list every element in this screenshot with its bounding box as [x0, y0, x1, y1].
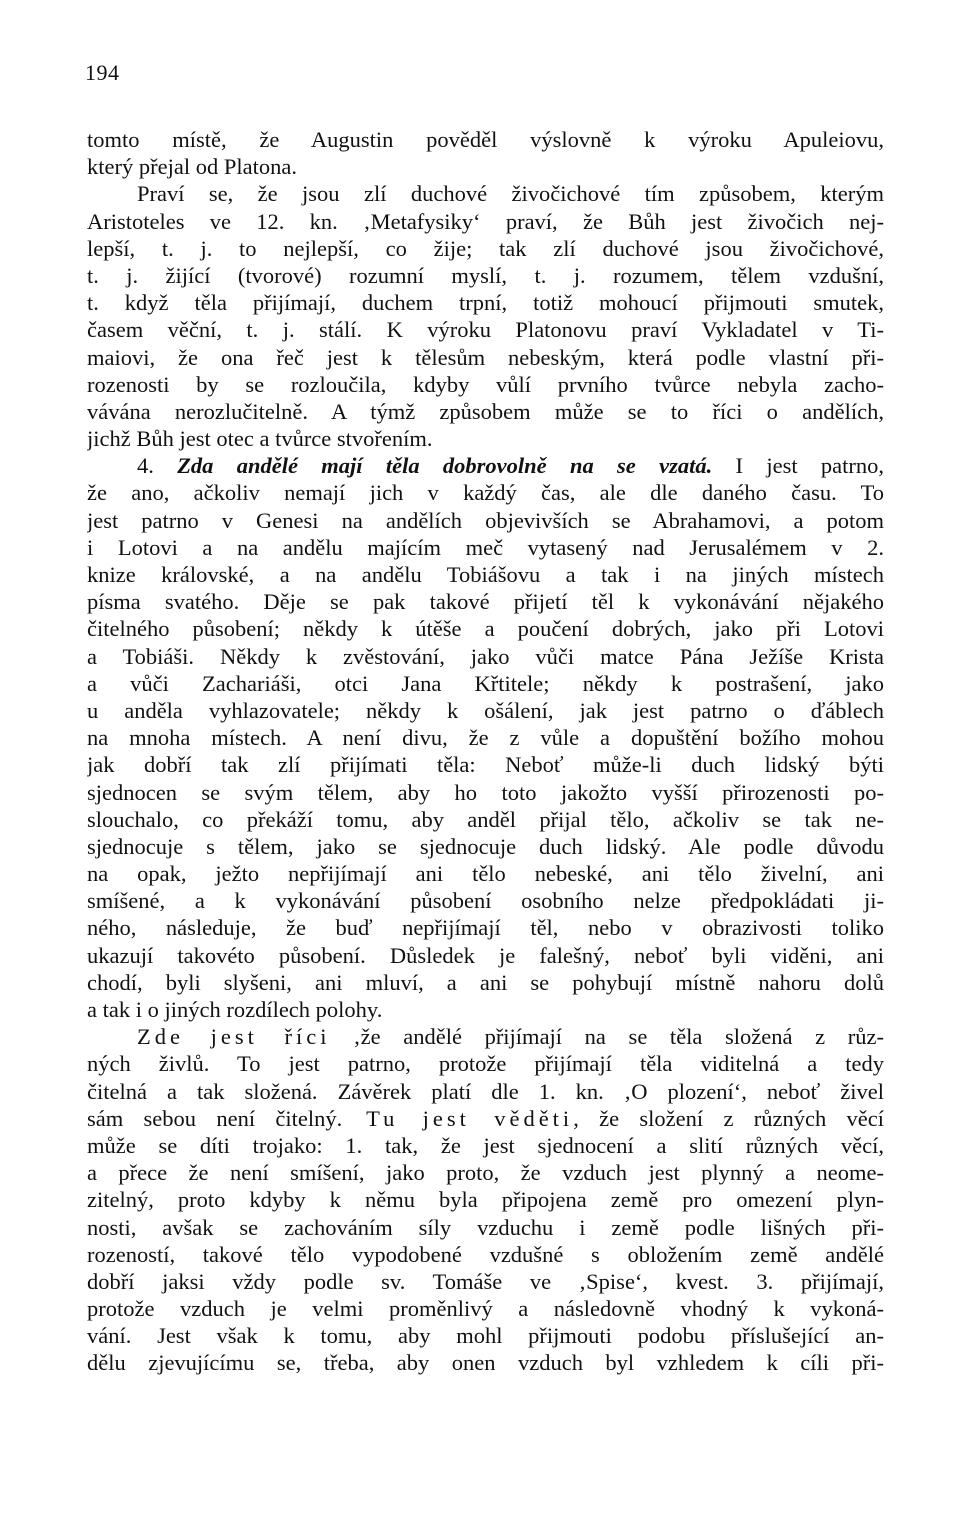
- line-text: smíšené, a k vykonávání působení osobního nelze předpokládati ji-: [87, 888, 884, 914]
- line-text: sám sebou není čitelný.: [87, 1105, 343, 1131]
- text-line: [87, 1322, 884, 1349]
- text-line: [87, 860, 884, 887]
- text-line: [87, 697, 884, 724]
- body-text: [87, 126, 884, 1377]
- line-text: a vůči Zachariáši, otci Jana Křtitele; někdy k postrašení, jako: [87, 670, 884, 696]
- line-text: a Tobiáši. Někdy k zvěstování, jako vůči matce Pána Ježíše Krista: [87, 643, 884, 669]
- text-line: [87, 806, 884, 833]
- text-line: [87, 833, 884, 860]
- text-line: [87, 996, 884, 1023]
- line-text: ‚že andělé přijímají na se těla složená z růz-: [330, 1024, 884, 1050]
- text-line: [87, 1268, 884, 1295]
- text-line: [87, 126, 884, 153]
- line-text: a přece že není smíšení, jako proto, že vzduch jest plynný a neome-: [87, 1160, 884, 1186]
- line-text: vávána nerozlučitelně. A týmž způsobem může se to říci o andělích,: [87, 398, 884, 424]
- line-text: časem věční, t. j. stálí. K výroku Platonovu praví Vykladatel v Ti-: [87, 317, 884, 343]
- text-line: [87, 724, 884, 751]
- text-line: [87, 371, 884, 398]
- text-line: [87, 1186, 884, 1213]
- text-line: [87, 153, 884, 180]
- section-number: 4.: [137, 453, 178, 479]
- text-line: [87, 1105, 884, 1132]
- line-text: jichž Bůh jest otec a tvůrce stvořením.: [87, 426, 433, 452]
- text-line: [87, 751, 884, 778]
- line-text: rozeností, takové tělo vypodobené vzdušné s obložením země andělé: [87, 1241, 884, 1267]
- line-text: maiovi, že ona řeč jest k tělesům nebeským, která podle vlastní při-: [87, 344, 884, 370]
- text-line: [87, 479, 884, 506]
- page-number: 194: [85, 60, 120, 85]
- line-text: slouchalo, co překáží tomu, aby anděl přijal tělo, ačkoliv se tak ne-: [87, 806, 884, 832]
- text-line: [87, 779, 884, 806]
- line-text: sjednocen se svým tělem, aby ho toto jakožto vyšší přirozenosti po-: [87, 779, 884, 805]
- text-line: [87, 507, 884, 534]
- spaced-emphasis: Zde jest říci: [137, 1024, 331, 1050]
- text-line: [87, 1241, 884, 1268]
- text-line: [87, 289, 884, 316]
- text-line: [87, 180, 884, 207]
- line-text: jak dobří tak zlí přijímati těla: Neboť může-li duch lidský býti: [87, 752, 884, 778]
- text-line: [87, 969, 884, 996]
- line-text: tomto místě, že Augustin pověděl výslovně k výroku Apuleiovu,: [87, 127, 884, 152]
- text-line: [87, 643, 884, 670]
- line-text: i Lotovi a na andělu majícím meč vytasený nad Jerusalémem v 2.: [87, 534, 884, 560]
- line-text: ného, následuje, že buď nepřijímají těl, nebo v obrazivosti toliko: [87, 915, 884, 941]
- line-text: na opak, ježto nepřijímají ani tělo nebeské, ani tělo živelní, ani: [87, 861, 884, 887]
- text-line: [87, 588, 884, 615]
- text-line: [87, 1349, 884, 1376]
- text-line: [87, 262, 884, 289]
- line-text: a tak i o jiných rozdílech polohy.: [87, 997, 383, 1022]
- text-line: [87, 942, 884, 969]
- line-text: chodí, byli slyšeni, ani mluví, a ani se pohybují místně nahoru dolů: [87, 969, 884, 995]
- line-text: t. když těla přijímají, duchem trpní, totiž mohoucí přijmouti smutek,: [87, 290, 884, 316]
- line-text: nosti, avšak se zachováním síly vzduchu i země podle lišných při-: [87, 1214, 884, 1240]
- text-line: [87, 344, 884, 371]
- line-text: Aristoteles ve 12. kn. ‚Metafysiky‘ praví, že Bůh jest živočich nej-: [87, 208, 884, 234]
- text-line: [87, 1023, 884, 1050]
- line-text: protože vzduch je velmi proměnlivý a následovně vhodný k vykoná-: [87, 1296, 884, 1322]
- text-line: [87, 1214, 884, 1241]
- line-text: že ano, ačkoliv nemají jich v každý čas, ale dle daného času. To: [87, 480, 884, 506]
- line-text: jest patrno v Genesi na andělích objevivších se Abrahamovi, a potom: [87, 507, 884, 533]
- line-text: , že složení z různých věcí: [573, 1105, 884, 1131]
- line-text: knize královské, a na andělu Tobiášovu a tak i na jiných místech: [87, 562, 884, 587]
- line-text: ukazují takovéto působení. Důsledek je falešný, neboť byli viděni, ani: [87, 942, 884, 968]
- text-line: [87, 1159, 884, 1186]
- line-text: ných živlů. To jest patrno, protože přijímají těla viditelná a tedy: [87, 1051, 884, 1077]
- line-text: na mnoha místech. A není divu, že z vůle a dopuštění božího mohou: [87, 725, 884, 751]
- text-line: [87, 1295, 884, 1322]
- line-text: sjednocuje s tělem, jako se sjednocuje duch lidský. Ale podle důvodu: [87, 833, 884, 859]
- text-line: [87, 235, 884, 262]
- text-line: [87, 1050, 884, 1077]
- line-text: zitelný, proto kdyby k němu byla připojena země pro omezení plyn-: [87, 1187, 884, 1213]
- text-line: [87, 398, 884, 425]
- line-text: dobří jaksi vždy podle sv. Tomáše ve ‚Spise‘, kvest. 3. přijímají,: [87, 1268, 884, 1294]
- text-line: [87, 316, 884, 343]
- line-text: dělu zjevujícímu se, třeba, aby onen vzduch byl vzhledem k cíli při-: [87, 1350, 884, 1376]
- line-text: písma svatého. Děje se pak takové přijetí těl k vykonávání nějakého: [87, 589, 884, 615]
- line-text: může se díti trojako: 1. tak, že jest sjednocení a slití různých věcí,: [87, 1132, 884, 1158]
- text-line: [87, 1132, 884, 1159]
- line-text: u anděla vyhlazovatele; někdy k ošálení, jak jest patrno o ďáblech: [87, 697, 884, 723]
- line-text: čitelného působení; někdy k útěše a poučení dobrých, jako při Lotovi: [87, 616, 884, 642]
- text-line: [87, 1078, 884, 1105]
- text-line: [87, 208, 884, 235]
- line-text: Praví se, že jsou zlí duchové živočichové tím způsobem, kterým: [137, 181, 884, 207]
- text-line: [87, 425, 884, 452]
- text-line: [87, 887, 884, 914]
- spaced-emphasis: Tu jest věděti: [342, 1105, 574, 1131]
- line-text: čitelná a tak složená. Závěrek platí dle 1. kn. ‚O plození‘, neboť živel: [87, 1078, 884, 1104]
- text-line: [87, 452, 884, 479]
- text-line: [87, 914, 884, 941]
- text-line: [87, 561, 884, 588]
- line-text: t. j. žijící (tvorové) rozumní myslí, t. j. rozumem, tělem vzdušní,: [87, 262, 884, 288]
- line-text: rozenosti by se rozloučila, kdyby vůlí prvního tvůrce nebyla zacho-: [87, 371, 884, 397]
- line-text: vání. Jest však k tomu, aby mohl přijmouti podobu příslušející an-: [87, 1323, 884, 1349]
- text-line: [87, 670, 884, 697]
- section-heading: Zda andělé mají těla dobrovolně na se vzatá.: [177, 453, 713, 479]
- line-text: I jest patrno,: [712, 453, 884, 479]
- text-line: [87, 615, 884, 642]
- line-text: lepší, t. j. to nejlepší, co žije; tak zlí duchové jsou živočichové,: [87, 235, 884, 261]
- text-line: [87, 534, 884, 561]
- line-text: který přejal od Platona.: [87, 154, 297, 180]
